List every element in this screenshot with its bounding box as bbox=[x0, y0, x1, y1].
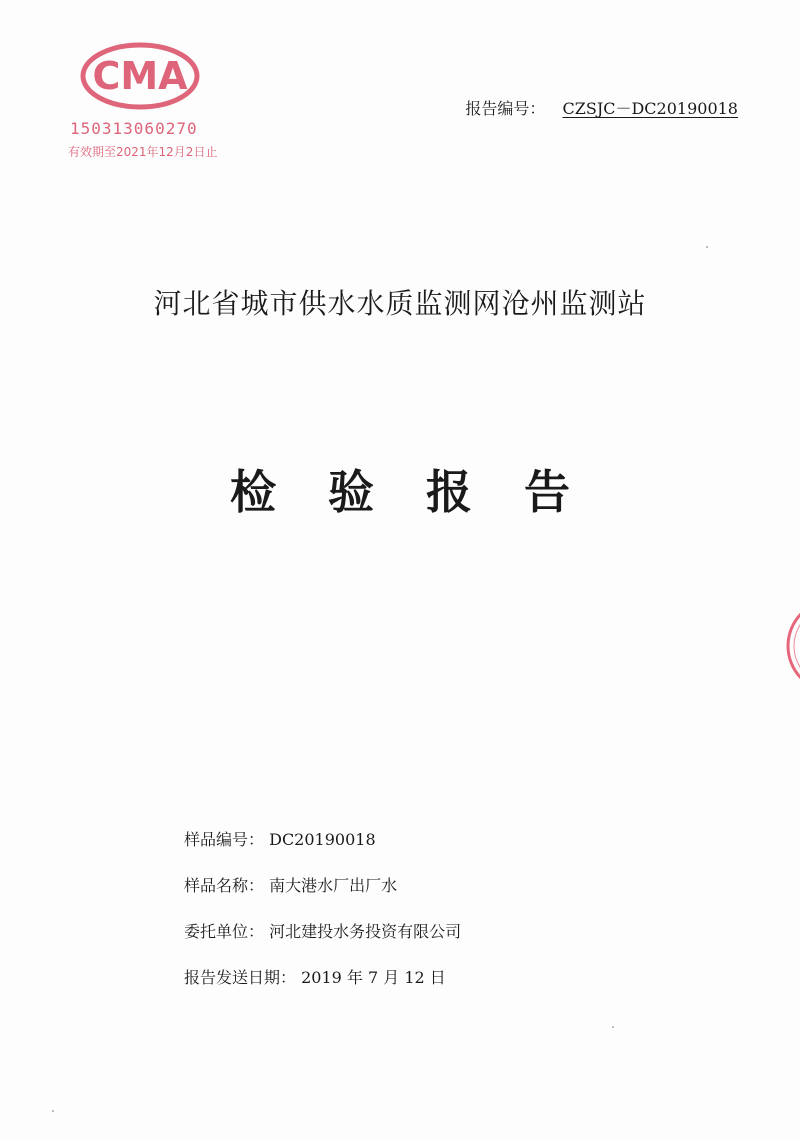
scan-speck bbox=[52, 1110, 54, 1112]
report-date-label: 报告发送日期： bbox=[184, 968, 297, 987]
cma-validity-text: 有效期至2021年12月2日止 bbox=[68, 145, 218, 159]
edge-seal-icon bbox=[782, 596, 800, 696]
report-date-value: 2019 年 7 月 12 日 bbox=[301, 968, 446, 987]
sample-name-row bbox=[184, 872, 461, 918]
report-number bbox=[465, 96, 738, 119]
report-title: 检验报告 bbox=[230, 465, 622, 519]
sample-number-value: DC20190018 bbox=[269, 830, 376, 849]
sample-name-label: 样品名称： bbox=[184, 876, 265, 895]
cma-certificate-number: 150313060270 bbox=[70, 119, 198, 138]
report-number-value: CZSJC－DC20190018 bbox=[562, 99, 738, 118]
sample-name-value: 南大港水厂出厂水 bbox=[269, 876, 398, 895]
cma-logo-icon bbox=[80, 42, 200, 110]
sample-info bbox=[184, 826, 461, 1010]
svg-text:CMA: CMA bbox=[92, 54, 188, 98]
scan-speck bbox=[706, 246, 708, 248]
scan-speck bbox=[612, 1026, 614, 1028]
client-value: 河北建投水务投资有限公司 bbox=[269, 922, 462, 941]
client-label: 委托单位： bbox=[184, 922, 265, 941]
client-row bbox=[184, 918, 461, 964]
report-date-row bbox=[184, 964, 461, 1010]
sample-number-row bbox=[184, 826, 461, 872]
cma-seal bbox=[66, 38, 256, 168]
sample-number-label: 样品编号： bbox=[184, 830, 265, 849]
report-number-label: 报告编号： bbox=[465, 99, 546, 118]
organization-name: 河北省城市供水水质监测网沧州监测站 bbox=[153, 287, 647, 320]
